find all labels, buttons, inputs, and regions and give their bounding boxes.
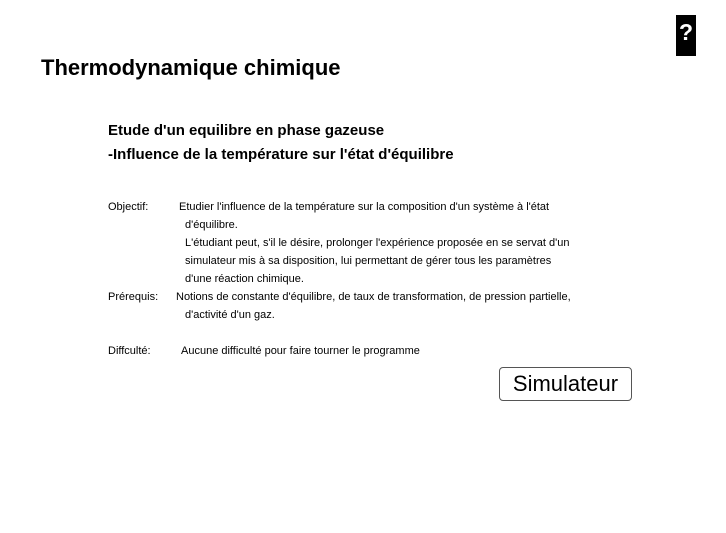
objectif-line: simulateur mis à sa disposition, lui permettant de gérer tous les paramètres bbox=[185, 255, 552, 267]
page-title: Thermodynamique chimique bbox=[41, 55, 341, 80]
objectif-line: Etudier l'influence de la température sur la composition d'un système à l'état bbox=[179, 201, 550, 213]
objectif-line: d'une réaction chimique. bbox=[185, 273, 304, 285]
prerequis-line: d'activité d'un gaz. bbox=[185, 309, 275, 321]
question-mark-icon: ? bbox=[678, 19, 694, 45]
objectif-label: Objectif: bbox=[108, 201, 149, 213]
prerequis-label: Prérequis: bbox=[108, 291, 159, 303]
objectif-line: d'équilibre. bbox=[185, 219, 238, 231]
help-button[interactable] bbox=[676, 15, 696, 56]
objectif-line: L'étudiant peut, s'il le désire, prolonger l'expérience proposée en se servat d'un bbox=[185, 237, 570, 249]
prerequis-line: Notions de constante d'équilibre, de taux de transformation, de pression partielle, bbox=[176, 291, 571, 303]
simulator-button[interactable]: Simulateur bbox=[499, 367, 632, 401]
subtitle-line-2: -Influence de la température sur l'état d'équilibre bbox=[108, 146, 454, 163]
difficulte-text: Aucune difficulté pour faire tourner le programme bbox=[181, 345, 420, 357]
subtitle-line-1: Etude d'un equilibre en phase gazeuse bbox=[108, 122, 385, 139]
difficulte-label: Diffculté: bbox=[108, 345, 151, 357]
